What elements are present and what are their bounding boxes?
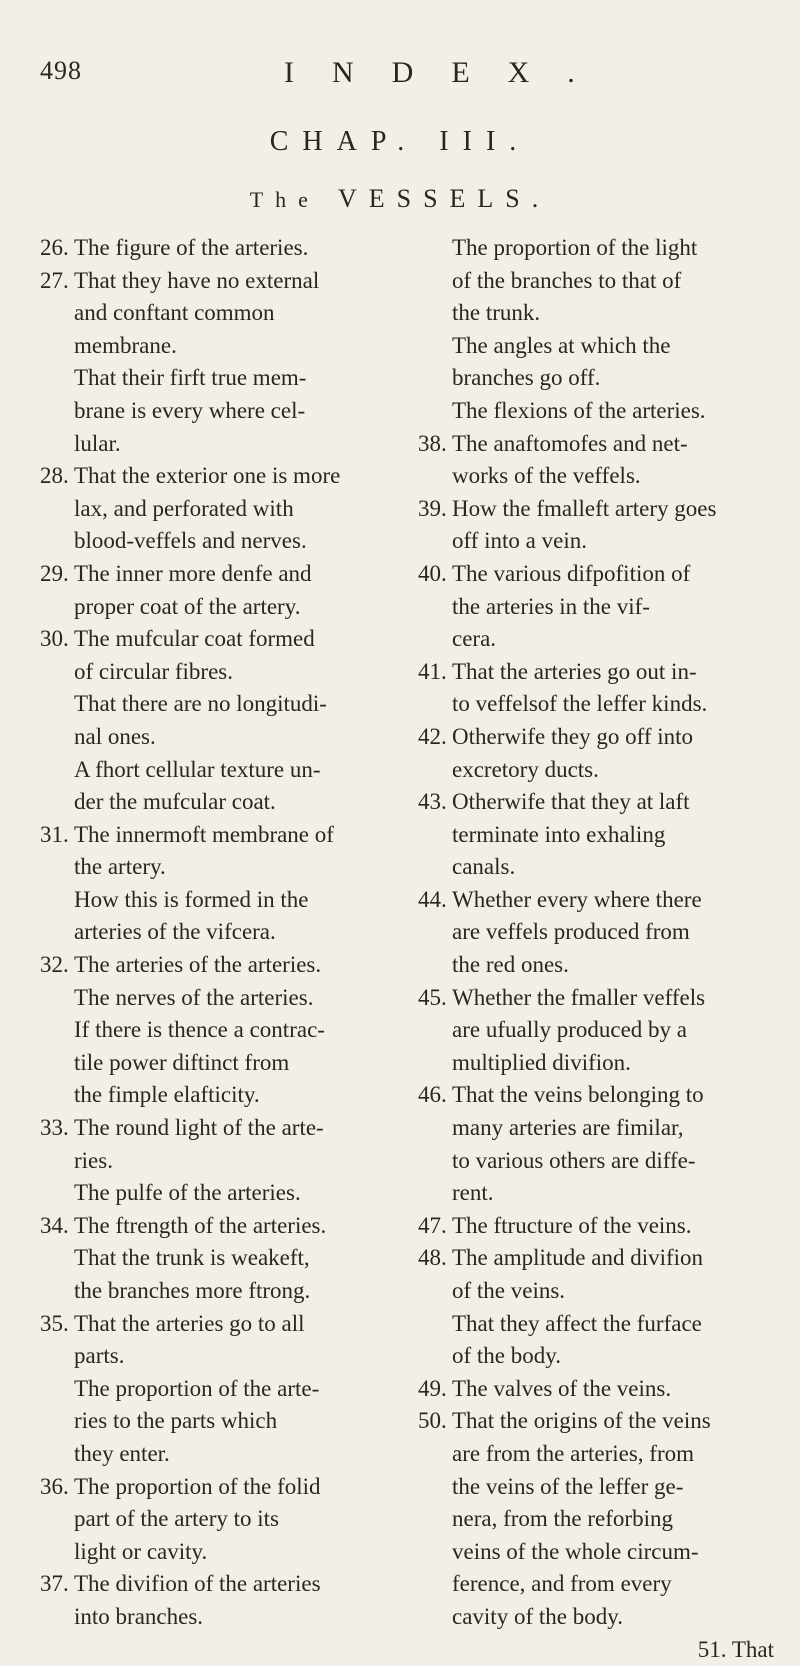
entry-number: 40. (418, 560, 447, 586)
catchword: 51. That (697, 1636, 774, 1662)
entry-line: the red ones. (452, 952, 569, 978)
entry-line: Otherwife that they at laft (452, 789, 690, 815)
entry-line: parts. (74, 1343, 125, 1369)
entry-line: rent. (452, 1180, 494, 1206)
entry-line: ference, and from every (452, 1571, 672, 1597)
index-entry (40, 623, 396, 819)
entry-line: light or cavity. (74, 1538, 208, 1564)
index-entry (418, 884, 774, 982)
entry-line: The various difpofition of (452, 560, 691, 586)
entry-line: If there is thence a contrac- (74, 1017, 325, 1043)
entry-number: 27. (40, 267, 69, 293)
entry-line: The amplitude and divifion (452, 1245, 704, 1271)
index-entry (40, 949, 396, 1112)
entry-number: 48. (418, 1245, 447, 1271)
entry-number: 44. (418, 886, 447, 912)
entry-number: 50. (418, 1408, 447, 1434)
entry-line: the arteries in the vif- (452, 593, 650, 619)
entry-line: The inner more denfe and (74, 560, 312, 586)
entry-line: The ftructure of the veins. (452, 1212, 692, 1238)
index-entry (40, 558, 396, 623)
entry-line: are veffels produced from (452, 919, 690, 945)
entry-line: are ufually produced by a (452, 1017, 688, 1043)
entry-line: many arteries are fimilar, (452, 1115, 684, 1141)
entry-number: 28. (40, 463, 69, 489)
entry-line: The innermoft membrane of (74, 821, 334, 847)
index-entry (418, 786, 774, 884)
left-column (40, 232, 396, 1634)
entry-number: 34. (40, 1212, 69, 1238)
entry-line: Whether the fmaller veffels (452, 984, 706, 1010)
entry-line: The nerves of the arteries. (74, 984, 314, 1010)
entry-line: branches go off. (452, 365, 601, 391)
section-article: The (249, 187, 320, 212)
index-entry (40, 265, 396, 461)
entry-number: 38. (418, 430, 447, 456)
entry-line: der the mufcular coat. (74, 789, 276, 815)
entry-line: of the branches to that of (452, 267, 682, 293)
entry-line: canals. (452, 854, 516, 880)
entry-line: lular. (74, 430, 121, 456)
entry-line: The round light of the arte- (74, 1115, 324, 1141)
index-entry (40, 1308, 396, 1471)
entry-line: The ftrength of the arteries. (74, 1212, 327, 1238)
index-entry (418, 493, 774, 558)
entry-line: part of the artery to its (74, 1506, 280, 1532)
index-entry (418, 1242, 774, 1372)
entry-line: That the trunk is weakeft, (74, 1245, 310, 1271)
running-head: INDEX. (284, 56, 613, 89)
entry-number: 46. (418, 1082, 447, 1108)
entry-line: the artery. (74, 854, 166, 880)
entry-line: That they have no external (74, 267, 320, 293)
entry-line: proper coat of the artery. (74, 593, 301, 619)
index-entry (40, 1112, 396, 1210)
entry-line: lax, and perforated with (74, 495, 294, 521)
entry-number: 37. (40, 1571, 69, 1597)
index-entry (40, 1568, 396, 1633)
entry-number: 39. (418, 495, 447, 521)
entry-line: and conftant common (74, 300, 275, 326)
entry-line: That the arteries go to all (74, 1310, 305, 1336)
entry-line: A fhort cellular texture un- (74, 756, 321, 782)
index-entry (418, 1210, 774, 1243)
entry-line: off into a vein. (452, 528, 587, 554)
entry-line: That the arteries go out in- (452, 658, 697, 684)
entry-line: The proportion of the arte- (74, 1375, 320, 1401)
entry-number: 36. (40, 1473, 69, 1499)
entry-number: 26. (40, 235, 69, 260)
entry-line: The arteries of the arteries. (74, 952, 322, 978)
entry-line: ries. (74, 1147, 113, 1173)
entry-line: membrane. (74, 332, 177, 358)
entry-number: 29. (40, 560, 69, 586)
entry-line: of circular fibres. (74, 658, 234, 684)
right-column (418, 232, 774, 1666)
entry-line: the branches more ftrong. (74, 1278, 311, 1303)
page-number: 498 (40, 56, 82, 85)
entry-line: into branches. (74, 1603, 204, 1629)
entry-line: brane is every where cel- (74, 397, 306, 423)
entry-line: blood-veffels and nerves. (74, 528, 307, 554)
entry-line: to various others are diffe- (452, 1147, 696, 1173)
chapter-heading: CHAP. III. (269, 126, 531, 157)
entry-number: 47. (418, 1212, 447, 1238)
entry-line: the trunk. (452, 300, 541, 326)
entry-line: The proportion of the light (452, 235, 698, 260)
entry-line: ries to the parts which (74, 1408, 278, 1434)
entry-line: That there are no longitudi- (74, 691, 327, 717)
entry-number: 43. (418, 789, 447, 815)
index-entry (418, 428, 774, 493)
entry-line: cera. (452, 626, 497, 652)
entry-line: works of the veffels. (452, 463, 641, 489)
entry-number: 35. (40, 1310, 69, 1336)
entry-line: nera, from the reforbing (452, 1506, 673, 1532)
entry-line: The mufcular coat formed (74, 626, 315, 652)
entry-line: arteries of the vifcera. (74, 919, 276, 945)
entry-line: That they affect the furface (452, 1310, 702, 1336)
entry-number: 42. (418, 723, 447, 749)
entry-line: The flexions of the arteries. (452, 397, 706, 423)
index-entry (418, 232, 774, 428)
entry-line: veins of the whole circum- (452, 1538, 699, 1564)
entry-line: terminate into exhaling (452, 821, 666, 847)
entry-line: The valves of the veins. (452, 1375, 672, 1401)
entry-line: Otherwife they go off into (452, 723, 694, 749)
entry-line: excretory ducts. (452, 756, 599, 782)
index-entry (418, 1079, 774, 1209)
entry-line: The proportion of the folid (74, 1473, 321, 1499)
entry-line: That their firft true mem- (74, 365, 307, 391)
entry-number: 45. (418, 984, 447, 1010)
index-entry (40, 1210, 396, 1308)
entry-line: of the veins. (452, 1278, 566, 1303)
entry-line: The angles at which the (452, 332, 671, 358)
index-entry (418, 982, 774, 1080)
entry-line: The pulfe of the arteries. (74, 1180, 301, 1206)
index-entry (40, 460, 396, 558)
section-heading (0, 184, 800, 214)
entry-number: 33. (40, 1115, 69, 1141)
index-entry (418, 656, 774, 721)
index-entry (40, 1471, 396, 1569)
entry-line: Whether every where there (452, 886, 702, 912)
index-entry (418, 1373, 774, 1406)
entry-line: multiplied divifion. (452, 1049, 631, 1075)
page-header (0, 56, 800, 96)
index-entry (40, 819, 396, 949)
entry-number: 49. (418, 1375, 447, 1401)
entry-number: 41. (418, 658, 447, 684)
index-entry (40, 232, 396, 265)
entry-line: the veins of the leffer ge- (452, 1473, 684, 1499)
entry-line: The divifion of the arteries (74, 1571, 321, 1597)
entry-line: nal ones. (74, 723, 156, 749)
index-entry (418, 1405, 774, 1633)
entry-line: How this is formed in the (74, 886, 309, 912)
entry-line: tile power diftinct from (74, 1049, 290, 1075)
entry-line: The anaftomofes and net- (452, 430, 688, 456)
entry-line: That the origins of the veins (452, 1408, 711, 1434)
entry-line: cavity of the body. (452, 1603, 623, 1629)
entry-number: 30. (40, 626, 69, 652)
entry-line: the fimple elafticity. (74, 1082, 260, 1108)
entry-line: The figure of the arteries. (74, 235, 309, 260)
entry-number: 31. (40, 821, 69, 847)
entry-line: they enter. (74, 1440, 170, 1466)
entry-line: are from the arteries, from (452, 1440, 695, 1466)
entry-number: 32. (40, 952, 69, 978)
entry-line: That the veins belonging to (452, 1082, 704, 1108)
entry-line: That the exterior one is more (74, 463, 341, 489)
index-entry (418, 558, 774, 656)
index-entry (418, 721, 774, 786)
entry-line: of the body. (452, 1343, 562, 1369)
section-title: VESSELS. (337, 184, 551, 213)
entry-line: How the fmalleft artery goes (452, 495, 717, 521)
entry-line: to veffelsof the leffer kinds. (452, 691, 708, 717)
